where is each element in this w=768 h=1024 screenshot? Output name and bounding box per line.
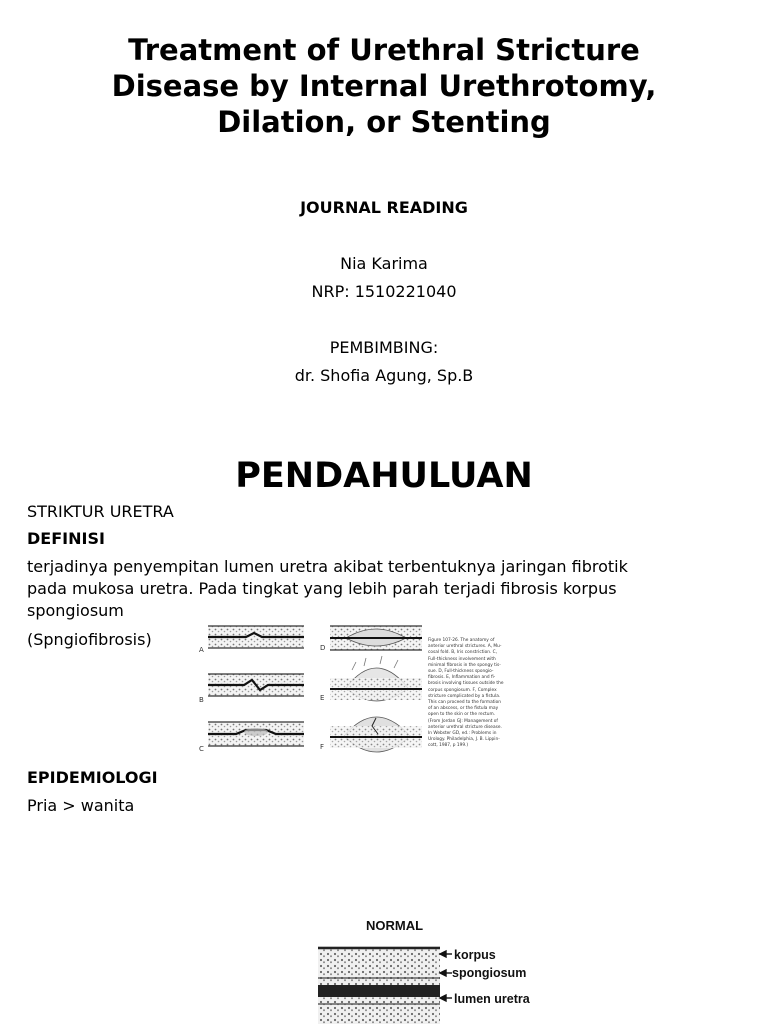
- student-nrp: NRP: 1510221040: [311, 282, 457, 301]
- definition-text: [27, 556, 727, 622]
- figure-panel-e: [330, 656, 422, 701]
- panel-label-b: B: [199, 696, 204, 704]
- caption-line: sue. D, Full-thickness spongio-: [428, 669, 494, 675]
- panel-label-d: D: [320, 644, 326, 652]
- caption-line: (From Jordan GJ: Management of: [428, 718, 498, 724]
- label-lumen-uretra: lumen uretra: [454, 992, 530, 1006]
- definition-line: pada mukosa uretra. Pada tingkat yang lebih parah terjadi fibrosis korpus: [27, 579, 617, 598]
- figure-panel-a: [208, 626, 304, 648]
- normal-diagram-title: NORMAL: [366, 918, 424, 933]
- urethral-lumen: [318, 985, 440, 997]
- caption-line: Figure 107-26. The anatomy of: [428, 638, 495, 643]
- caption-line: Urology. Philadelphia, J. B. Lippin-: [428, 737, 500, 743]
- definition-note: (Spngiofibrosis): [27, 630, 152, 649]
- title-line: Dilation, or Stenting: [217, 105, 551, 139]
- caption-line: anterior urethral stricture disease.: [428, 724, 502, 730]
- figure-panel-d: [330, 626, 422, 650]
- caption-line: cosal fold. B, Iris constriction. C,: [428, 650, 498, 656]
- caption-line: open to the skin or the rectum.: [428, 712, 496, 718]
- section-title: PENDAHULUAN: [235, 456, 533, 496]
- caption-line: Full-thickness involvement with: [428, 656, 496, 662]
- epidemiology-heading: EPIDEMIOLOGI: [27, 768, 158, 787]
- author-name: Nia Karima: [340, 254, 428, 273]
- caption-line: In Webster GD, ed.: Problems in: [428, 731, 497, 737]
- definition-heading: DEFINISI: [27, 529, 105, 548]
- caption-line: cott, 1987, p 199.): [428, 743, 469, 749]
- journal-reading-heading: JOURNAL READING: [300, 198, 468, 217]
- caption-line: anterior urethral strictures. A, Mu-: [428, 644, 502, 650]
- topic-label: STRIKTUR URETRA: [27, 502, 174, 521]
- figure-caption: [428, 638, 508, 750]
- supervisor-name: dr. Shofia Agung, Sp.B: [294, 366, 474, 385]
- supervisor-label: PEMBIMBING:: [329, 338, 439, 357]
- caption-line: minimal fibrosis in the spongy tis-: [428, 662, 501, 668]
- caption-line: fibrosis. E, Inflammation and fi-: [428, 675, 496, 681]
- figure-panel-c: [208, 722, 304, 746]
- definition-line: terjadinya penyempitan lumen uretra akibat terbentuknya jaringan fibrotik: [27, 557, 628, 576]
- definition-line: spongiosum: [27, 601, 124, 620]
- label-spongiosum: spongiosum: [452, 966, 527, 980]
- figure-panel-b: [208, 674, 304, 696]
- panel-label-c: C: [199, 745, 204, 753]
- title-line: Treatment of Urethral Stricture: [128, 33, 640, 67]
- panel-label-a: A: [199, 646, 204, 654]
- normal-urethra-diagram: [270, 910, 540, 1024]
- label-korpus: korpus: [454, 948, 496, 962]
- epidemiology-text: Pria > wanita: [27, 796, 135, 815]
- figure-panel-f: [330, 717, 422, 752]
- title-line: Disease by Internal Urethrotomy,: [111, 69, 657, 103]
- caption-line: of an abscess, or the fistula may: [428, 706, 499, 712]
- caption-line: corpus spongiosum. F, Complex: [428, 687, 497, 693]
- panel-label-f: F: [320, 743, 325, 751]
- caption-line: stricture complicated by a fistula.: [428, 693, 501, 699]
- panel-label-e: E: [320, 694, 325, 702]
- caption-line: This can proceed to the formation: [428, 700, 501, 706]
- caption-line: brosis involving tissues outside the: [428, 681, 504, 687]
- document-title: [0, 32, 768, 140]
